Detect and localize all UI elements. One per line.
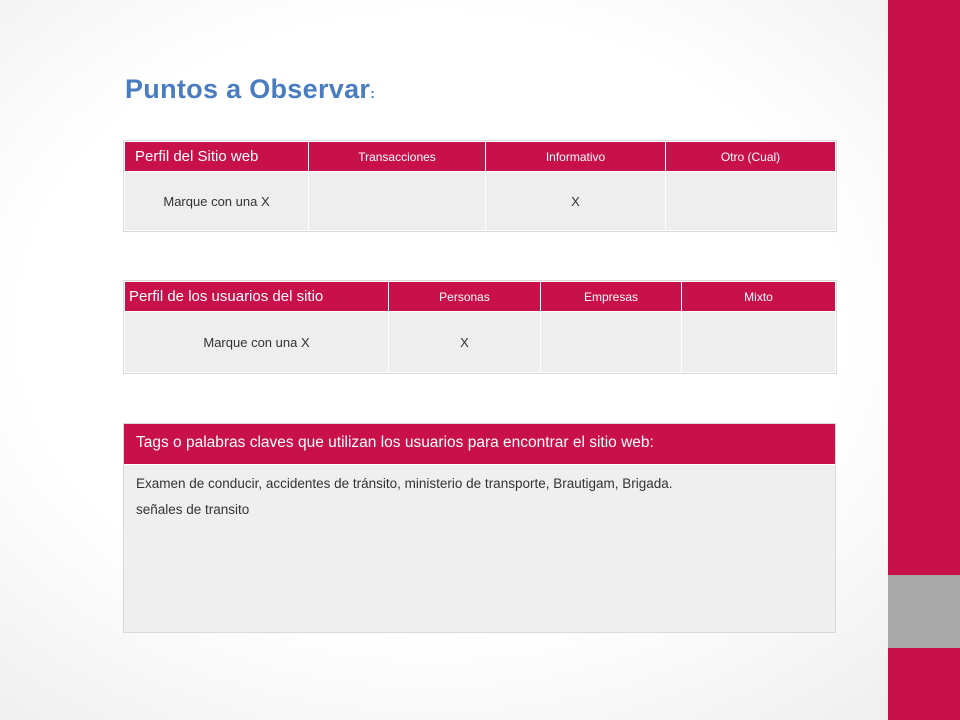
side-bar-red-top [888, 0, 960, 575]
user-profile-table [124, 281, 836, 373]
tags-line-1: Examen de conducir, accidentes de tránsito, ministerio de transporte, Brautigam, Brigada. [136, 476, 673, 491]
tags-header: Tags o palabras claves que utilizan los usuarios para encontrar el sitio web: [124, 424, 835, 465]
user-profile-cell-empresas [541, 312, 682, 373]
tags-body [124, 465, 835, 529]
site-profile-cell-informativo: X [486, 172, 666, 231]
user-profile-value-row [125, 312, 836, 373]
user-profile-col-mixto: Mixto [682, 282, 836, 312]
tags-line-2: señales de transito [136, 502, 250, 517]
site-profile-row-label: Marque con una X [125, 172, 309, 231]
tags-panel [124, 424, 835, 632]
side-bar-gray-block [888, 575, 960, 648]
side-decoration-bar [888, 0, 960, 720]
site-profile-header-row [125, 142, 836, 172]
user-profile-header: Perfil de los usuarios del sitio [125, 282, 389, 312]
user-profile-header-row [125, 282, 836, 312]
page-title-colon: : [370, 85, 376, 101]
user-profile-cell-mixto [682, 312, 836, 373]
user-profile-col-empresas: Empresas [541, 282, 682, 312]
page-title [125, 74, 375, 105]
side-bar-red-bottom [888, 648, 960, 720]
site-profile-cell-transacciones [309, 172, 486, 231]
page-title-text: Puntos a Observar [125, 74, 371, 104]
site-profile-table [124, 141, 836, 231]
site-profile-value-row [125, 172, 836, 231]
site-profile-col-otro: Otro (Cual) [666, 142, 836, 172]
user-profile-col-personas: Personas [389, 282, 541, 312]
site-profile-col-transacciones: Transacciones [309, 142, 486, 172]
site-profile-header: Perfil del Sitio web [125, 142, 309, 172]
user-profile-row-label: Marque con una X [125, 312, 389, 373]
site-profile-col-informativo: Informativo [486, 142, 666, 172]
site-profile-cell-otro [666, 172, 836, 231]
user-profile-cell-personas: X [389, 312, 541, 373]
